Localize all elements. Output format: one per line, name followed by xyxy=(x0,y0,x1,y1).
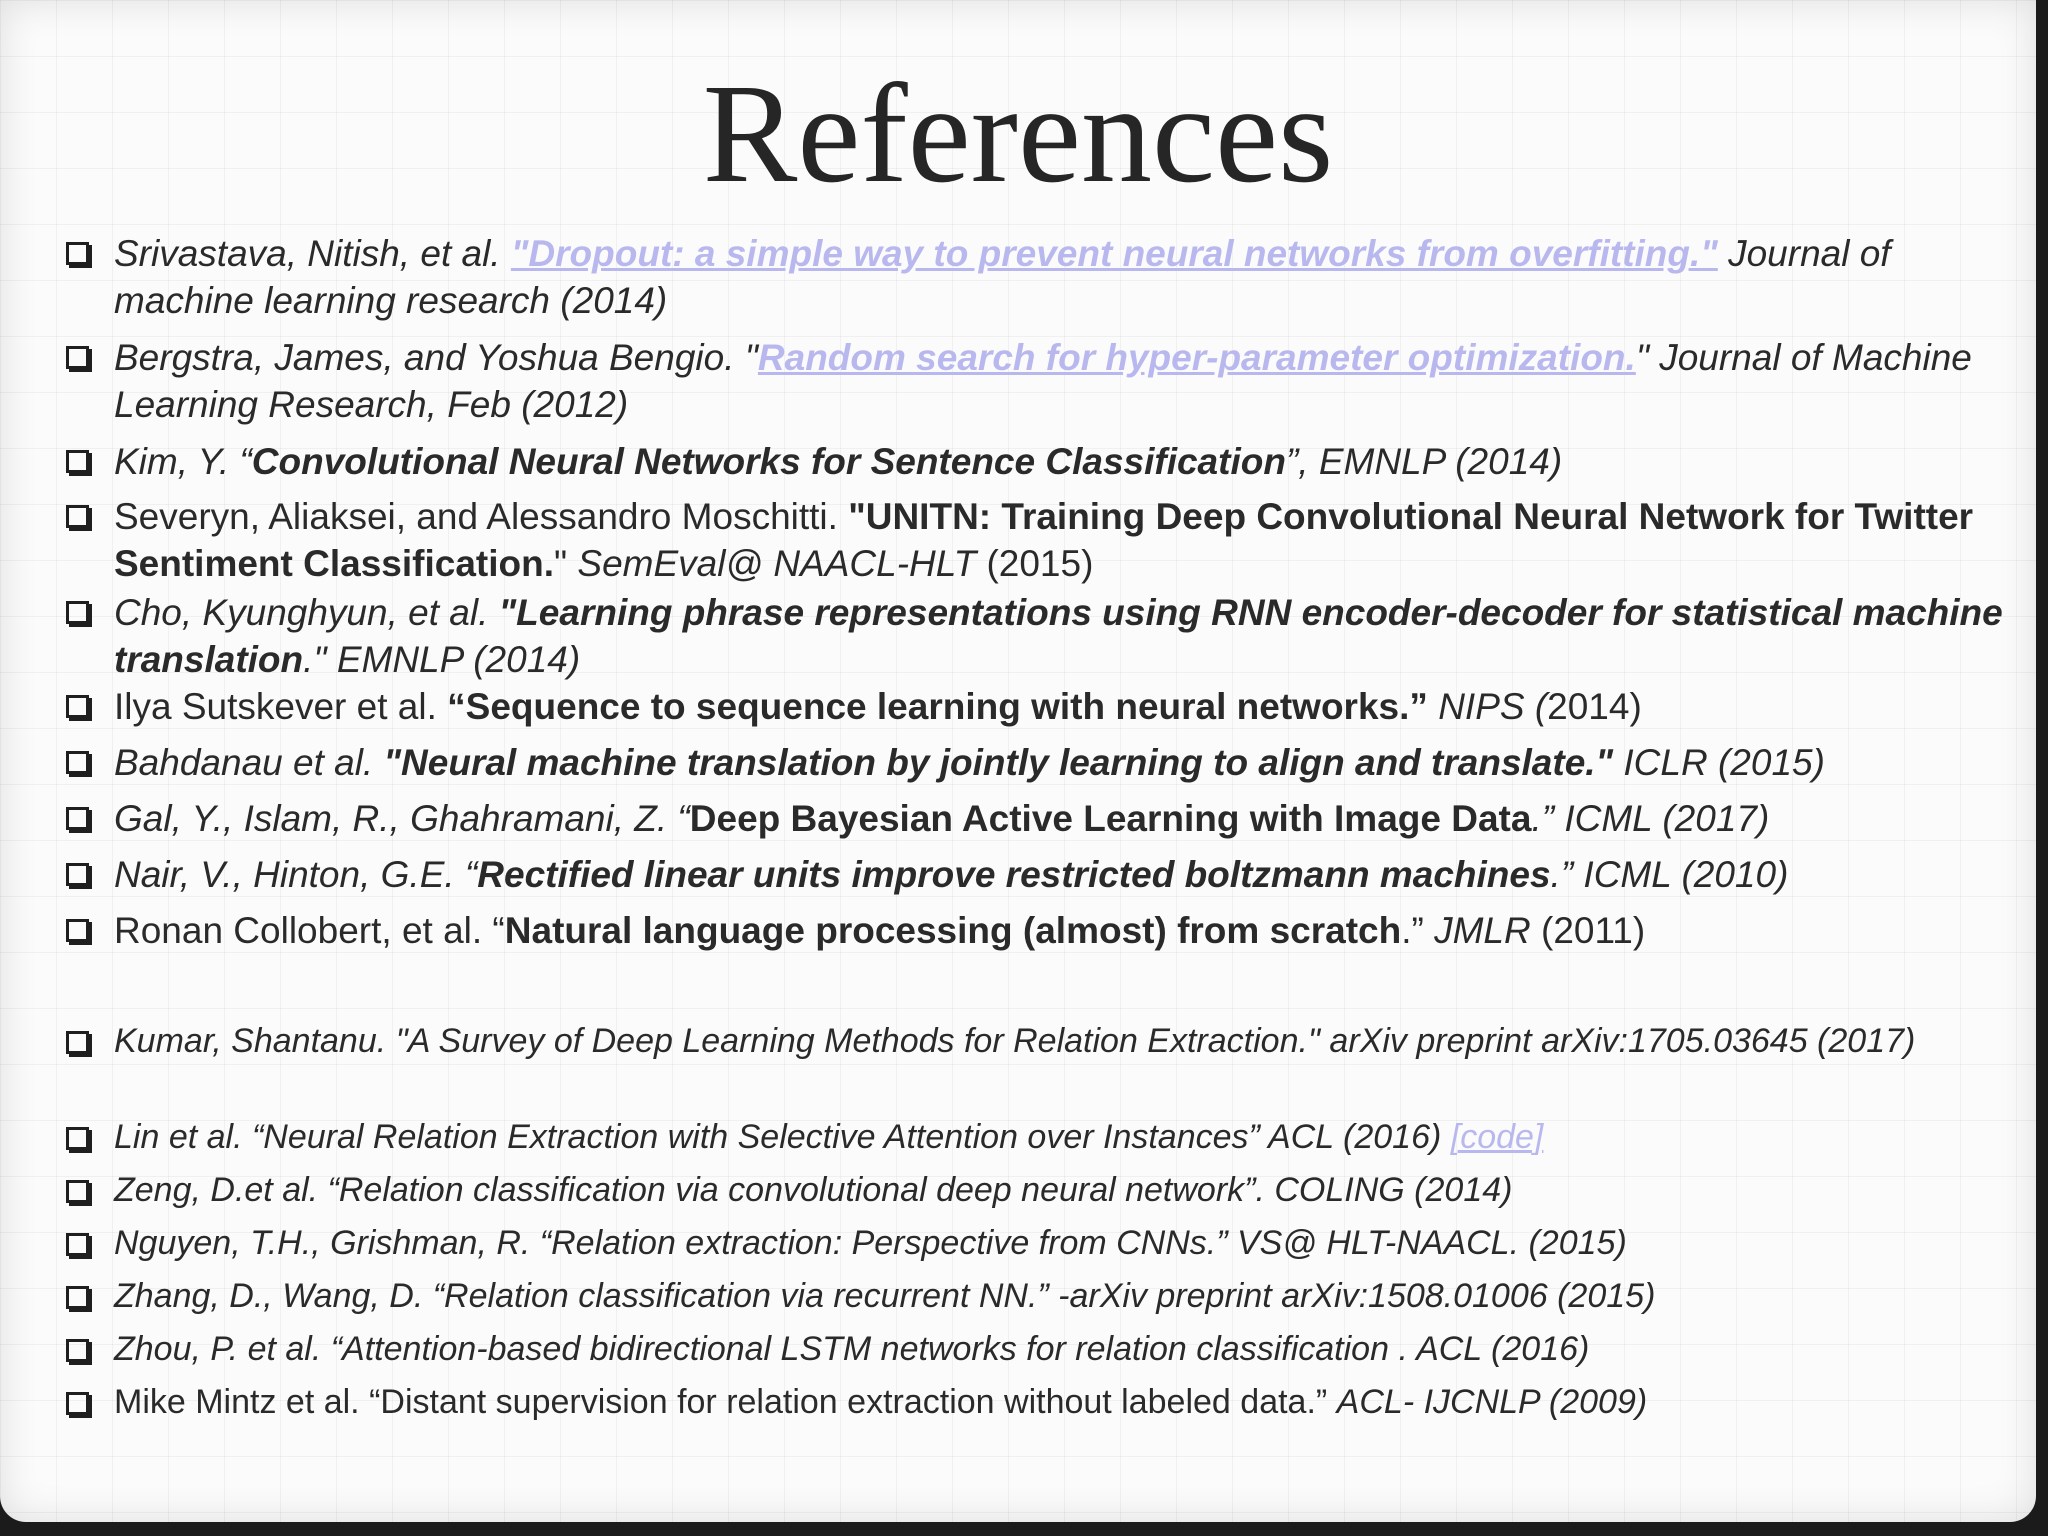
checkbox-bullet-icon xyxy=(66,450,89,473)
checkbox-bullet-icon xyxy=(66,695,89,718)
reference-spacer xyxy=(1428,686,1438,727)
reference-authors: Bahdanau et al. xyxy=(114,742,384,783)
reference-text xyxy=(114,907,2034,954)
reference-text: Nguyen, T.H., Grishman, R. “Relation extraction: Perspective from CNNs.” VS@ HLT-NAACL. (2015) xyxy=(114,1224,1627,1262)
reference-title: Convolutional Neural Networks for Sentence Classification xyxy=(251,441,1286,482)
checkbox-bullet-icon xyxy=(66,1286,89,1309)
reference-venue: ACL- IJCNLP (2009) xyxy=(1336,1383,1648,1421)
slide-title: References xyxy=(702,54,1334,212)
checkbox-bullet-icon xyxy=(66,863,89,886)
reference-text xyxy=(114,1381,2034,1424)
reference-text xyxy=(114,683,2034,730)
reference-text: Zeng, D.et al. “Relation classification via convolutional deep neural network”. COLING (2014) xyxy=(114,1171,1513,1209)
reference-authors: Ilya Sutskever et al. xyxy=(114,686,448,727)
reference-citation: Lin et al. “Neural Relation Extraction with Selective Attention over Instances” ACL (2016) xyxy=(114,1118,1451,1156)
reference-text xyxy=(114,739,2034,786)
reference-citation: Mike Mintz et al. “Distant supervision for relation extraction without labeled data.” xyxy=(114,1383,1337,1421)
reference-authors: Ronan Collobert, et al. “ xyxy=(114,910,505,951)
reference-text xyxy=(114,334,2034,428)
checkbox-bullet-icon xyxy=(66,505,89,528)
reference-text: Zhang, D., Wang, D. “Relation classification via recurrent NN.” -arXiv preprint arXiv:1508.01006 (2015) xyxy=(114,1277,1656,1315)
reference-text xyxy=(114,795,2034,842)
reference-title: "Learning phrase representations using RNN encoder-decoder for statistical machine translation xyxy=(114,592,2003,680)
reference-title: Natural language processing (almost) from scratch xyxy=(504,910,1402,951)
reference-text xyxy=(114,230,2034,324)
checkbox-bullet-icon xyxy=(66,751,89,774)
reference-title: “Sequence to sequence learning with neural networks.” xyxy=(447,686,1428,727)
reference-title: "UNITN: Training Deep Convolutional Neural Network for Twitter Sentiment Classification. xyxy=(114,496,1974,584)
checkbox-bullet-icon xyxy=(66,807,89,830)
reference-text xyxy=(114,1116,2034,1159)
reference-venue: ”, EMNLP (2014) xyxy=(1285,441,1563,482)
reference-quote: " xyxy=(554,543,578,584)
reference-link[interactable]: "Dropout: a simple way to prevent neural networks from overfitting." xyxy=(510,233,1718,274)
reference-text xyxy=(114,589,2034,683)
checkbox-bullet-icon xyxy=(66,1339,89,1362)
checkbox-bullet-icon xyxy=(66,601,89,624)
reference-text: Kumar, Shantanu. "A Survey of Deep Learning Methods for Relation Extraction." arXiv preprint arXiv:1705.03645 (2017) xyxy=(114,1022,1916,1060)
reference-text xyxy=(114,438,2034,485)
reference-venue: ICLR (2015) xyxy=(1613,742,1825,783)
reference-authors: Severyn, Aliaksei, and Alessandro Moschitti. xyxy=(114,496,849,537)
reference-quote: .” xyxy=(1401,910,1435,951)
checkbox-bullet-icon xyxy=(66,1392,89,1415)
reference-title: "Neural machine translation by jointly learning to align and translate." xyxy=(383,742,1614,783)
reference-venue: ." EMNLP (2014) xyxy=(303,639,581,680)
reference-venue: .” ICML (2010) xyxy=(1550,854,1789,895)
reference-authors: Cho, Kyunghyun, et al. xyxy=(114,592,499,633)
reference-venue: NIPS ( xyxy=(1438,686,1548,727)
checkbox-bullet-icon xyxy=(66,1127,89,1150)
code-link[interactable]: [code] xyxy=(1450,1118,1544,1156)
reference-venue: .” ICML (2017) xyxy=(1531,798,1770,839)
reference-venue: " Journal of Machine Learning Research, Feb (2012) xyxy=(114,337,1972,425)
checkbox-bullet-icon xyxy=(66,346,89,369)
reference-year: (2015) xyxy=(976,543,1094,584)
reference-venue: JMLR xyxy=(1434,910,1531,951)
reference-authors: Gal, Y., Islam, R., Ghahramani, Z. “ xyxy=(114,798,690,839)
reference-authors: Bergstra, James, and Yoshua Bengio. " xyxy=(114,337,758,378)
checkbox-bullet-icon xyxy=(66,919,89,942)
checkbox-bullet-icon xyxy=(66,242,89,265)
checkbox-bullet-icon xyxy=(66,1180,89,1203)
reference-authors: Srivastava, Nitish, et al. xyxy=(114,233,511,274)
reference-title: Rectified linear units improve restricted boltzmann machines xyxy=(477,854,1551,895)
reference-text xyxy=(114,493,2034,587)
reference-link[interactable]: Random search for hyper-parameter optimization. xyxy=(757,337,1636,378)
reference-text: Zhou, P. et al. “Attention-based bidirectional LSTM networks for relation classification . ACL (2016) xyxy=(114,1330,1590,1368)
reference-authors: Kim, Y. “ xyxy=(114,441,252,482)
reference-text xyxy=(114,851,2034,898)
reference-title: Deep Bayesian Active Learning with Image Data xyxy=(689,798,1532,839)
reference-venue: SemEval@ NAACL-HLT xyxy=(577,543,977,584)
reference-year: 2014) xyxy=(1547,686,1642,727)
reference-authors: Nair, V., Hinton, G.E. “ xyxy=(114,854,478,895)
reference-year: (2011) xyxy=(1530,910,1646,951)
reference-venue: Journal of machine learning research (2014) xyxy=(114,233,1891,321)
checkbox-bullet-icon xyxy=(66,1233,89,1256)
checkbox-bullet-icon xyxy=(66,1031,89,1054)
